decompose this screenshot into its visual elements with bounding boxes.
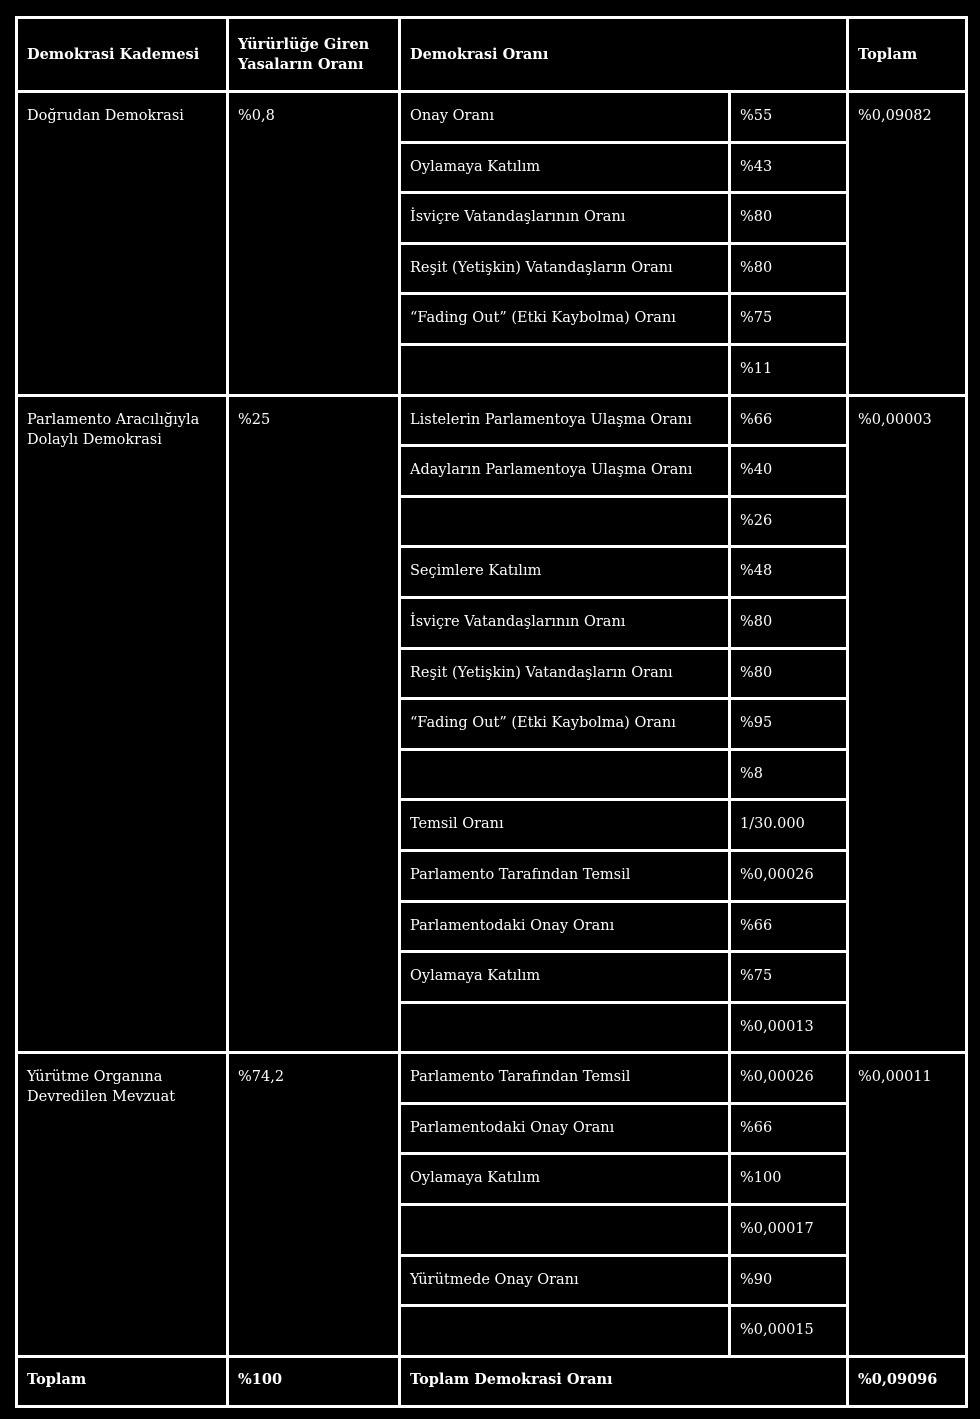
- ratio-value: %11: [730, 344, 848, 395]
- ratio-label: Parlamento Tarafından Temsil: [400, 1053, 730, 1104]
- ratio-label: [400, 1306, 730, 1357]
- ratio-value: %26: [730, 496, 848, 547]
- ratio-label: Seçimlere Katılım: [400, 547, 730, 598]
- ratio-value: %100: [730, 1154, 848, 1205]
- header-level: Demokrasi Kademesi: [17, 18, 228, 92]
- section-level: Parlamento Aracılığıyla Dolaylı Demokrasi: [17, 395, 228, 1053]
- totals-total: %0,09096: [848, 1356, 967, 1406]
- ratio-value: %40: [730, 446, 848, 497]
- ratio-value: %0,00026: [730, 1053, 848, 1104]
- ratio-value: %43: [730, 142, 848, 193]
- ratio-value: %66: [730, 901, 848, 952]
- section-total: %0,09082: [848, 92, 967, 396]
- ratio-label: Oylamaya Katılım: [400, 1154, 730, 1205]
- ratio-label: “Fading Out” (Etki Kaybolma) Oranı: [400, 699, 730, 750]
- section-level: Doğrudan Demokrasi: [17, 92, 228, 396]
- totals-laws-ratio: %100: [228, 1356, 400, 1406]
- ratio-value: %0,00026: [730, 850, 848, 901]
- table-body: [17, 18, 967, 1407]
- ratio-value: %80: [730, 597, 848, 648]
- ratio-value: %75: [730, 294, 848, 345]
- ratio-label: [400, 496, 730, 547]
- ratio-label: Parlamentodaki Onay Oranı: [400, 901, 730, 952]
- section-level: Yürütme Organına Devredilen Mevzuat: [17, 1053, 228, 1357]
- ratio-label: Parlamentodaki Onay Oranı: [400, 1103, 730, 1154]
- ratio-value: %66: [730, 1103, 848, 1154]
- totals-democracy-label: Toplam Demokrasi Oranı: [400, 1356, 848, 1406]
- ratio-value: %0,00013: [730, 1002, 848, 1053]
- ratio-label: [400, 749, 730, 800]
- ratio-label: İsviçre Vatandaşlarının Oranı: [400, 193, 730, 244]
- ratio-label: Oylamaya Katılım: [400, 142, 730, 193]
- ratio-value: %90: [730, 1255, 848, 1306]
- ratio-label: Parlamento Tarafından Temsil: [400, 850, 730, 901]
- ratio-value: %66: [730, 395, 848, 446]
- ratio-value: %80: [730, 243, 848, 294]
- ratio-label: Listelerin Parlamentoya Ulaşma Oranı: [400, 395, 730, 446]
- section-laws-ratio: %0,8: [228, 92, 400, 396]
- ratio-value: %8: [730, 749, 848, 800]
- ratio-label: Onay Oranı: [400, 92, 730, 143]
- totals-row: [17, 1356, 967, 1406]
- table-row: [17, 92, 967, 143]
- section-laws-ratio: %25: [228, 395, 400, 1053]
- table-row: [17, 395, 967, 446]
- ratio-label: “Fading Out” (Etki Kaybolma) Oranı: [400, 294, 730, 345]
- ratio-value: %0,00017: [730, 1205, 848, 1256]
- ratio-value: 1/30.000: [730, 800, 848, 851]
- ratio-value: %75: [730, 952, 848, 1003]
- ratio-label: Temsil Oranı: [400, 800, 730, 851]
- ratio-label: İsviçre Vatandaşlarının Oranı: [400, 597, 730, 648]
- header-row: [17, 18, 967, 92]
- ratio-label: Reşit (Yetişkin) Vatandaşların Oranı: [400, 648, 730, 699]
- ratio-label: [400, 344, 730, 395]
- section-laws-ratio: %74,2: [228, 1053, 400, 1357]
- section-total: %0,00003: [848, 395, 967, 1053]
- section-total: %0,00011: [848, 1053, 967, 1357]
- header-total: Toplam: [848, 18, 967, 92]
- table-row: [17, 1053, 967, 1104]
- ratio-label: Reşit (Yetişkin) Vatandaşların Oranı: [400, 243, 730, 294]
- ratio-label: Adayların Parlamentoya Ulaşma Oranı: [400, 446, 730, 497]
- ratio-value: %80: [730, 648, 848, 699]
- ratio-label: [400, 1205, 730, 1256]
- totals-label: Toplam: [17, 1356, 228, 1406]
- ratio-value: %0,00015: [730, 1306, 848, 1357]
- ratio-value: %48: [730, 547, 848, 598]
- header-democracy-ratio: Demokrasi Oranı: [400, 18, 848, 92]
- ratio-value: %55: [730, 92, 848, 143]
- ratio-label: Oylamaya Katılım: [400, 952, 730, 1003]
- header-enacted-laws-ratio: Yürürlüğe Giren Yasaların Oranı: [228, 18, 400, 92]
- democracy-ratio-table: [15, 16, 968, 1408]
- ratio-label: Yürütmede Onay Oranı: [400, 1255, 730, 1306]
- ratio-value: %80: [730, 193, 848, 244]
- ratio-value: %95: [730, 699, 848, 750]
- ratio-label: [400, 1002, 730, 1053]
